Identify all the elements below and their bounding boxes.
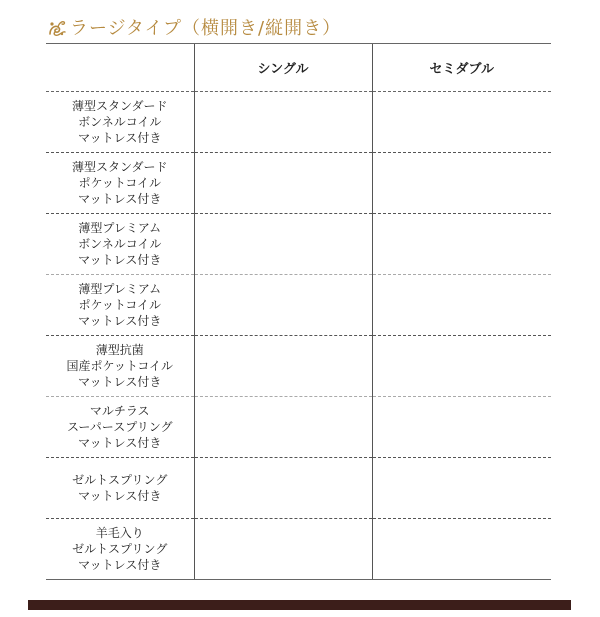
table-row xyxy=(46,458,551,519)
row-label-line: マットレス付き xyxy=(78,436,162,450)
cell-single xyxy=(194,92,372,153)
cell-semi-double xyxy=(372,397,551,458)
row-label-line: 薄型スタンダード xyxy=(71,160,168,174)
table-row xyxy=(46,275,551,336)
table-row xyxy=(46,336,551,397)
cell-semi-double xyxy=(372,336,551,397)
row-label-line: ボンネルコイル xyxy=(78,115,162,129)
header-semi-double: セミダブル xyxy=(372,44,551,92)
cell-single xyxy=(194,519,372,580)
table-row xyxy=(46,92,551,153)
cell-semi-double xyxy=(372,458,551,519)
size-type-table xyxy=(46,43,551,580)
row-label xyxy=(46,214,194,275)
table-row xyxy=(46,519,551,580)
row-label-line: ポケットコイル xyxy=(78,298,162,312)
row-label-line: 薄型スタンダード xyxy=(71,99,168,113)
row-label-line: 羊毛入り xyxy=(95,526,144,540)
row-label-line: マルチラス xyxy=(89,404,150,418)
row-label-line: マットレス付き xyxy=(78,375,162,389)
row-label-line: マットレス付き xyxy=(78,489,162,503)
row-label-line: 薄型抗菌 xyxy=(95,343,144,357)
cell-semi-double xyxy=(372,92,551,153)
table-row xyxy=(46,214,551,275)
row-label xyxy=(46,519,194,580)
cell-single xyxy=(194,336,372,397)
row-label-line: マットレス付き xyxy=(78,192,162,206)
flourish-icon xyxy=(46,16,68,38)
header-corner xyxy=(46,44,194,92)
cell-semi-double xyxy=(372,275,551,336)
row-label-line: マットレス付き xyxy=(78,558,162,572)
row-label-line: ボンネルコイル xyxy=(78,237,162,251)
table-row xyxy=(46,153,551,214)
cell-semi-double xyxy=(372,214,551,275)
row-label-line: 薄型プレミアム xyxy=(78,282,162,296)
row-label-line: ゼルトスプリング xyxy=(72,473,168,487)
cell-single xyxy=(194,275,372,336)
cell-semi-double xyxy=(372,153,551,214)
row-label xyxy=(46,458,194,519)
row-label-line: 国産ポケットコイル xyxy=(66,359,174,373)
cell-semi-double xyxy=(372,519,551,580)
table-header-row xyxy=(46,44,551,92)
page-title: ラージタイプ（横開き/縦開き） xyxy=(70,18,342,39)
header-single: シングル xyxy=(194,44,372,92)
cell-single xyxy=(194,397,372,458)
table-row xyxy=(46,397,551,458)
row-label-line: マットレス付き xyxy=(78,253,162,267)
row-label xyxy=(46,397,194,458)
row-label-line: マットレス付き xyxy=(78,131,162,145)
row-label xyxy=(46,92,194,153)
row-label xyxy=(46,336,194,397)
row-label xyxy=(46,275,194,336)
row-label xyxy=(46,153,194,214)
row-label-line: ゼルトスプリング xyxy=(72,542,168,556)
footer-bar xyxy=(28,600,571,610)
row-label-line: 薄型プレミアム xyxy=(78,221,162,235)
section-title xyxy=(46,14,341,40)
cell-single xyxy=(194,458,372,519)
row-label-line: ポケットコイル xyxy=(78,176,162,190)
row-label-line: マットレス付き xyxy=(78,314,162,328)
cell-single xyxy=(194,153,372,214)
cell-single xyxy=(194,214,372,275)
row-label-line: スーパースプリング xyxy=(67,420,173,434)
